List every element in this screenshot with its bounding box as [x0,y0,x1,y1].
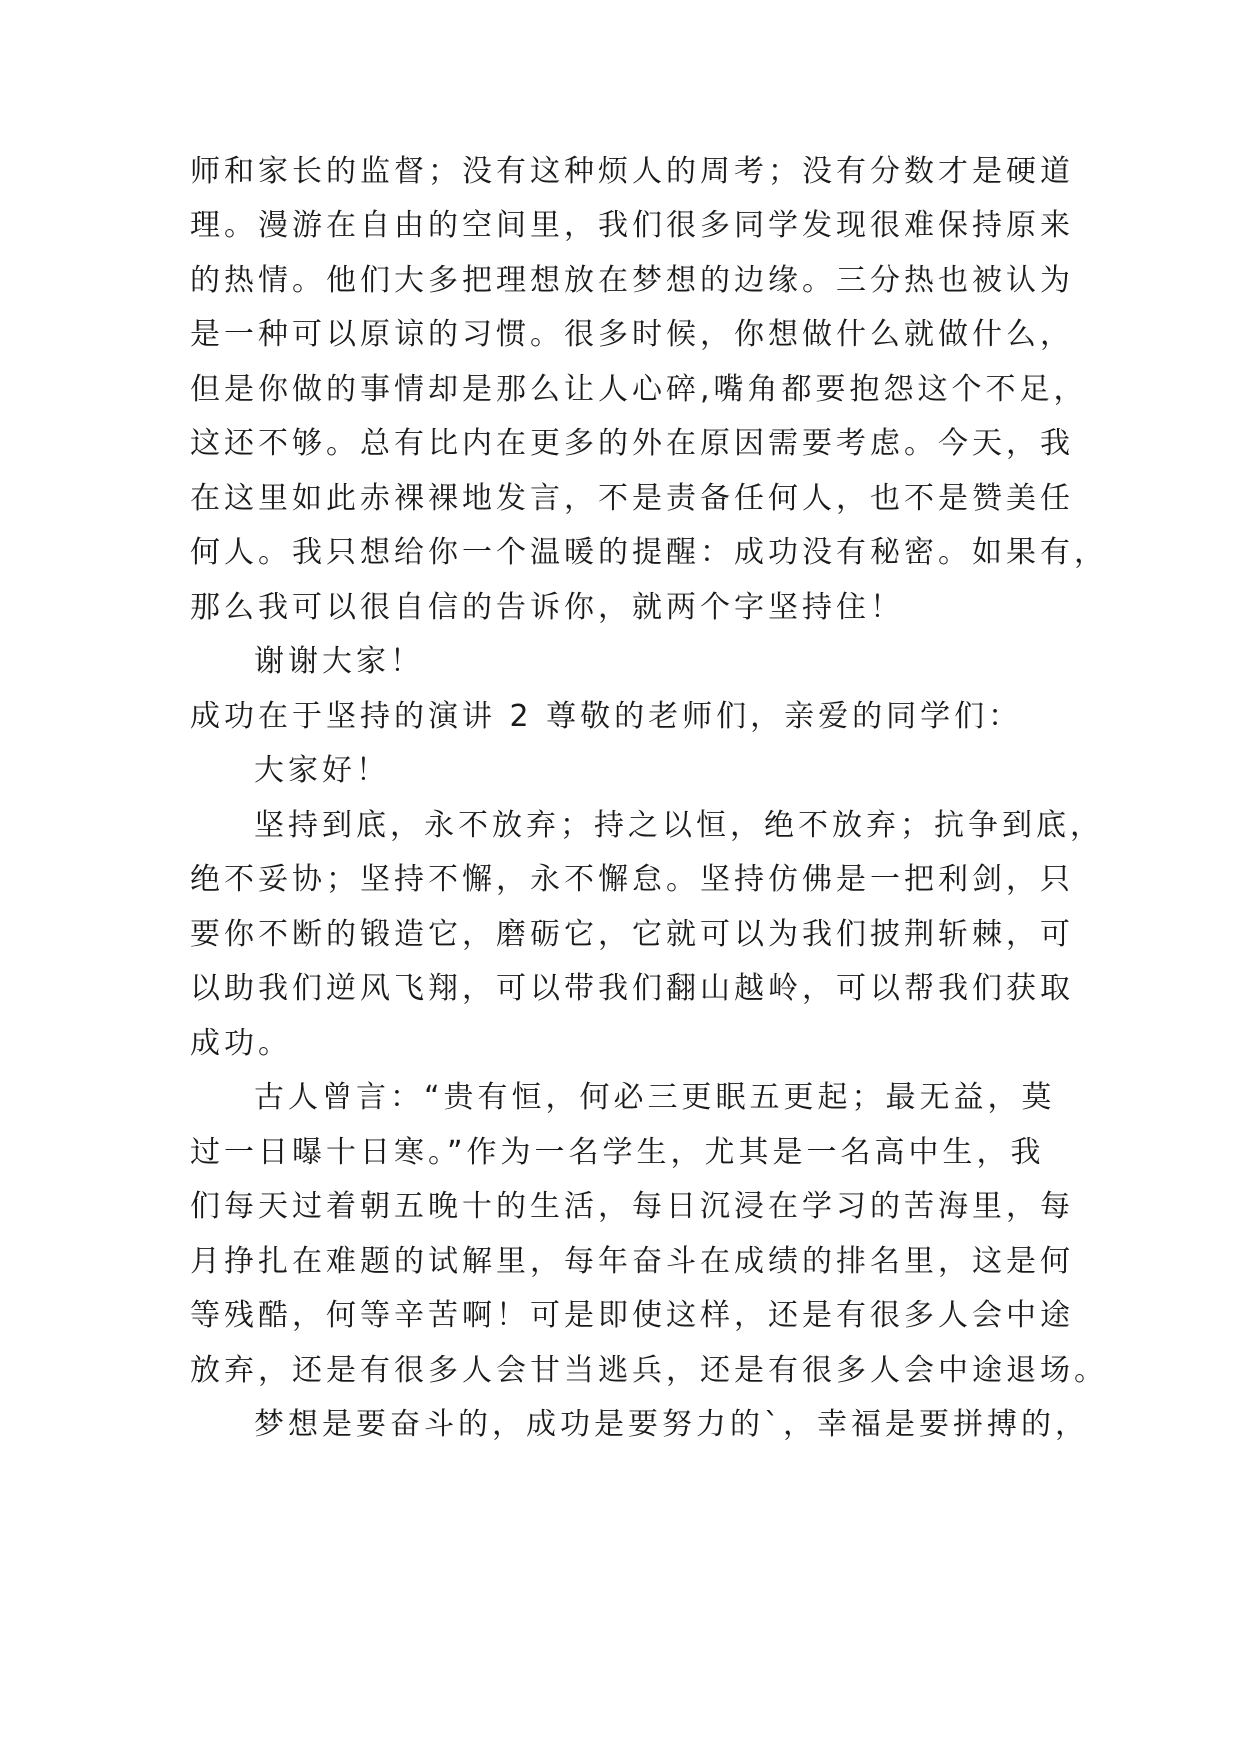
text-line-23: 放弃，还是有很多人会甘当逃兵，还是有很多人会中途退场。 [190,1353,1108,1388]
text-line-17: 成功。 [190,1026,292,1061]
speech-2-heading: 成功在于坚持的演讲 2 尊敬的老师们，亲爱的同学们： [190,699,1023,734]
text-line-2: 理。漫游在自由的空间里，我们很多同学发现很难保持原来 [190,208,1074,243]
text-line-7: 在这里如此赤裸裸地发言，不是责备任何人，也不是赞美任 [190,481,1074,516]
text-line-21: 月挣扎在难题的试解里，每年奋斗在成绩的排名里，这是何 [190,1244,1074,1279]
text-line-9: 那么我可以很自信的告诉你，就两个字坚持住！ [190,590,904,625]
text-line-18: 古人曾言：“贵有恒，何必三更眠五更起；最无益，莫 [254,1080,1056,1115]
text-line-14: 绝不妥协；坚持不懈，永不懈怠。坚持仿佛是一把利剑，只 [190,862,1074,897]
text-line-20: 们每天过着朝五晚十的生活，每日沉浸在学习的苦海里，每 [190,1189,1074,1224]
text-line-1: 师和家长的监督；没有这种烦人的周考；没有分数才是硬道 [190,154,1074,189]
text-line-3: 的热情。他们大多把理想放在梦想的边缘。三分热也被认为 [190,263,1074,298]
text-line-16: 以助我们逆风飞翔，可以带我们翻山越岭，可以帮我们获取 [190,971,1074,1006]
text-line-24: 梦想是要奋斗的，成功是要努力的`，幸福是要拼搏的， [254,1407,1089,1442]
text-line-19: 过一日曝十日寒。”作为一名学生，尤其是一名高中生，我 [190,1135,1045,1170]
text-line-6: 这还不够。总有比内在更多的外在原因需要考虑。今天，我 [190,426,1074,461]
text-line-5: 但是你做的事情却是那么让人心碎,嘴角都要抱怨这个不足， [190,372,1088,407]
text-line-13: 坚持到底，永不放弃；持之以恒，绝不放弃；抗争到底， [254,808,1104,843]
text-line-22: 等残酷，何等辛苦啊！可是即使这样，还是有很多人会中途 [190,1298,1074,1333]
text-line-4: 是一种可以原谅的习惯。很多时候，你想做什么就做什么， [190,317,1074,352]
closing-thanks: 谢谢大家！ [254,644,424,679]
greeting: 大家好！ [254,753,390,788]
text-line-8: 何人。我只想给你一个温暖的提醒：成功没有秘密。如果有， [190,535,1108,570]
text-line-15: 要你不断的锻造它，磨砺它，它就可以为我们披荆斩棘，可 [190,917,1074,952]
